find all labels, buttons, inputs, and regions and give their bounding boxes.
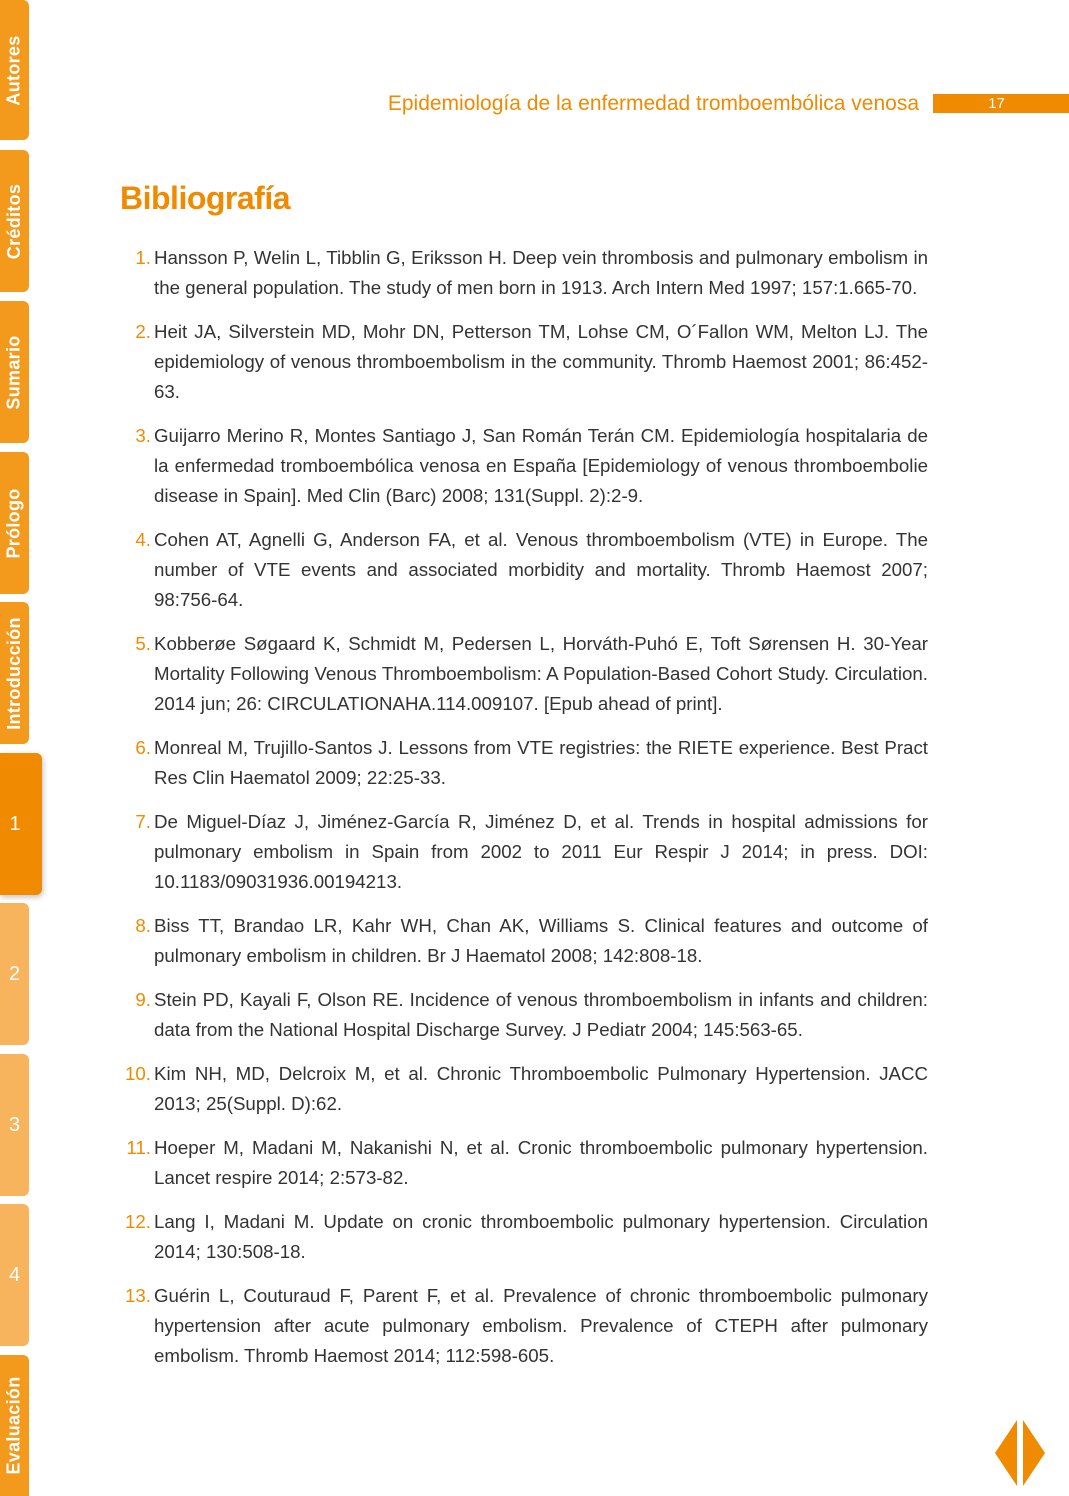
reference-item [120,911,928,971]
page-number-badge [933,94,1069,113]
reference-number: 10. [125,1063,151,1084]
triangle-right-icon[interactable] [1023,1420,1045,1486]
tab-autores[interactable]: Autores [0,0,29,140]
reference-text: Hoeper M, Madani M, Nakanishi N, et al. Cronic thromboembolic pulmonary hypertension. Lancet respire 2014; 2:573-82. [154,1137,928,1188]
page-title: Bibliografía [120,180,291,216]
sidebar-nav [0,0,42,1496]
reference-text: Guijarro Merino R, Montes Santiago J, San Román Terán CM. Epidemiología hospitalaria de la enfermedad tromboembólica venosa en España [Epidemiology of venous thromboembolie disease in Spain]. Med Clin (Barc) 2008; 131(Suppl. 2):2-9. [154,425,928,506]
tab-chapter-4[interactable]: 4 [0,1204,29,1346]
tab-prologo[interactable]: Prólogo [0,452,29,594]
reference-number: 8. [135,915,151,936]
reference-text: Stein PD, Kayali F, Olson RE. Incidence of venous thromboembolism in infants and children: data from the National Hospital Discharge Survey. J Pediatr 2004; 145:563-65. [154,989,928,1040]
reference-list [120,243,928,1385]
reference-number: 11. [126,1137,151,1158]
page-nav-arrows [993,1418,1047,1488]
tab-chapter-2[interactable]: 2 [0,903,29,1045]
reference-number: 1. [135,247,151,268]
reference-text: Monreal M, Trujillo-Santos J. Lessons from VTE registries: the RIETE experience. Best Pract Res Clin Haematol 2009; 22:25-33. [154,737,928,788]
reference-item [120,525,928,615]
reference-text: De Miguel-Díaz J, Jiménez-García R, Jiménez D, et al. Trends in hospital admissions for pulmonary embolism in Spain from 2002 to 2011 Eur Respir J 2014; in press. DOI: 10.1183/09031936.00194213. [154,811,928,892]
reference-number: 5. [135,633,151,654]
reference-item [120,1133,928,1193]
tab-sumario[interactable]: Sumario [0,301,29,443]
reference-number: 12. [125,1211,151,1232]
reference-item [120,733,928,793]
tab-evaluacion[interactable]: Evaluación [0,1355,29,1496]
reference-text: Heit JA, Silverstein MD, Mohr DN, Petterson TM, Lohse CM, O´Fallon WM, Melton LJ. The epidemiology of venous thromboembolism in the community. Thromb Haemost 2001; 86:452-63. [154,321,928,402]
reference-text: Hansson P, Welin L, Tibblin G, Eriksson H. Deep vein thrombosis and pulmonary embolism in the general population. The study of men born in 1913. Arch Intern Med 1997; 157:1.665-70. [154,247,928,298]
triangle-left-icon[interactable] [995,1420,1017,1486]
reference-text: Lang I, Madani M. Update on cronic thromboembolic pulmonary hypertension. Circulation 2014; 130:508-18. [154,1211,928,1262]
reference-item [120,243,928,303]
reference-number: 6. [135,737,151,758]
tab-chapter-3[interactable]: 3 [0,1054,29,1196]
reference-item [120,1207,928,1267]
tab-introduccion[interactable]: Introducción [0,602,29,744]
page-navigation [993,1418,1047,1488]
reference-text: Guérin L, Couturaud F, Parent F, et al. Prevalence of chronic thromboembolic pulmonary hypertension after acute pulmonary embolism. Prevalence of CTEPH after pulmonary embolism. Thromb Haemost 2014; 112:598-605. [154,1285,928,1366]
reference-text: Kim NH, MD, Delcroix M, et al. Chronic Thromboembolic Pulmonary Hypertension. JACC 2013; 25(Suppl. D):62. [154,1063,928,1114]
reference-item [120,629,928,719]
reference-item [120,317,928,407]
reference-number: 4. [135,529,151,550]
reference-text: Kobberøe Søgaard K, Schmidt M, Pedersen L, Horváth-Puhó E, Toft Sørensen H. 30-Year Mortality Following Venous Thromboembolism: A Population-Based Cohort Study. Circulation. 2014 jun; 26: CIRCULATIONAHA.114.009107. [Epub ahead of print]. [154,633,928,714]
reference-item [120,1059,928,1119]
reference-number: 9. [135,989,151,1010]
reference-item [120,807,928,897]
reference-text: Cohen AT, Agnelli G, Anderson FA, et al. Venous thromboembolism (VTE) in Europe. The number of VTE events and associated morbidity and mortality. Thromb Haemost 2007; 98:756-64. [154,529,928,610]
tab-creditos[interactable]: Créditos [0,150,29,292]
reference-number: 2. [135,321,151,342]
reference-text: Biss TT, Brandao LR, Kahr WH, Chan AK, Williams S. Clinical features and outcome of pulmonary embolism in children. Br J Haematol 2008; 142:808-18. [154,915,928,966]
reference-item [120,1281,928,1371]
reference-item [120,421,928,511]
reference-number: 13. [125,1285,151,1306]
reference-number: 7. [135,811,151,832]
page-number: 17 [988,95,1005,112]
reference-item [120,985,928,1045]
reference-number: 3. [135,425,151,446]
running-header-title: Epidemiología de la enfermedad tromboembólica venosa [387,92,919,115]
tab-chapter-1[interactable]: 1 [0,753,42,895]
